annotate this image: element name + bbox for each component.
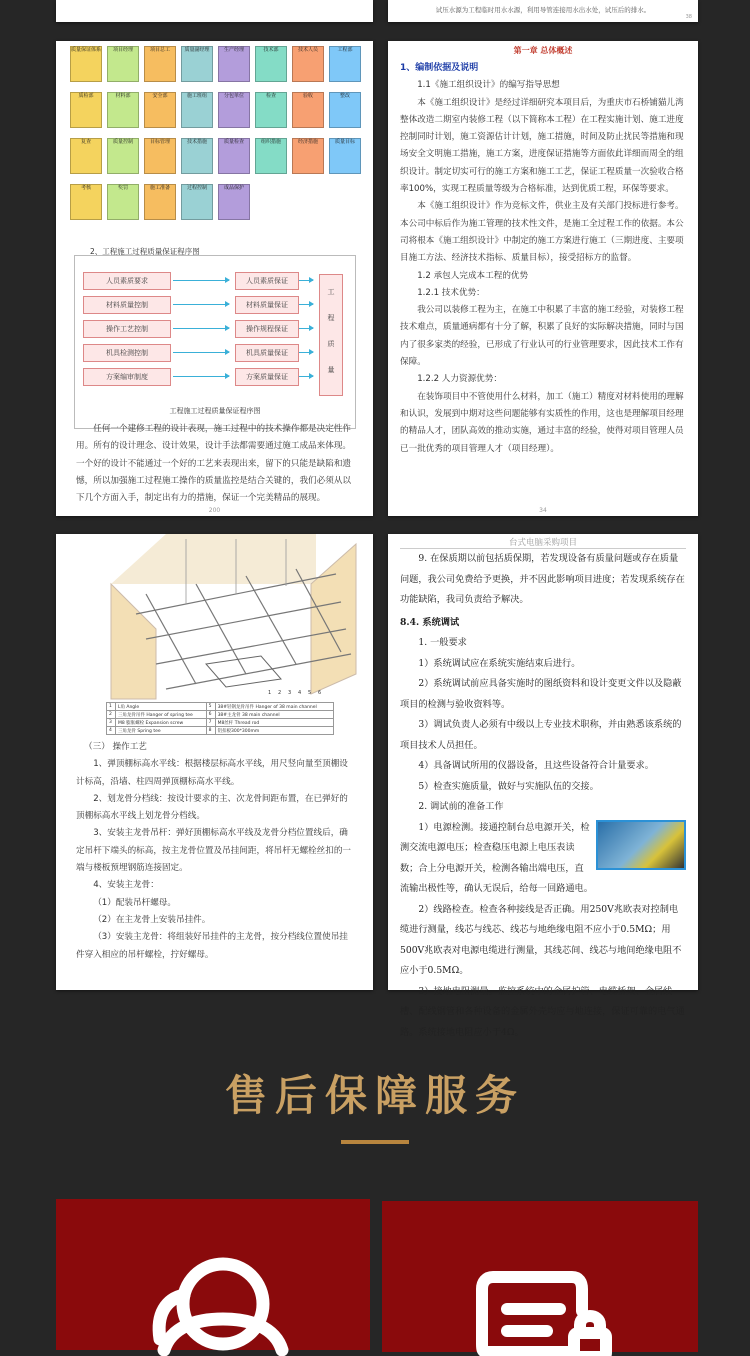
paragraph: 3）调试负责人必须有中级以上专业技术职称，并由熟悉该系统的项目技术人员担任。 xyxy=(400,719,682,751)
org-node: 检查 xyxy=(255,92,287,128)
photo xyxy=(596,820,686,870)
paragraph xyxy=(400,818,686,900)
svg-text:5: 5 xyxy=(308,690,312,696)
page-number: 38 xyxy=(685,14,692,20)
legend-cell: L角 Angle xyxy=(115,703,206,711)
service-card-left[interactable] xyxy=(56,1199,370,1350)
paragraph: 1.2 承包人完成本工程的优势 xyxy=(417,270,529,281)
org-node: 安全部 xyxy=(144,92,176,128)
paragraph: 1、弹顶棚标高水平线：根据楼层标高水平线，用尺竖向量至顶棚设计标高，沿墙、柱四周弹顶棚标高水平线。 xyxy=(76,759,348,787)
paragraph: 1. 一般要求 xyxy=(418,637,467,648)
page-header: 台式电脑采购项目 xyxy=(400,534,686,549)
flow-cause: 操作工艺控制 xyxy=(83,320,171,338)
doc-page-overview xyxy=(388,41,698,516)
paragraph: 2）系统调试前应具备实施时的图纸资料和设计变更文件以及隐蔽项目的检测与验收资料等。 xyxy=(400,678,682,710)
legend-cell: 7 xyxy=(206,719,215,727)
legend-cell: 38#轻钢龙骨吊件 Hanger of 38 main channel xyxy=(215,703,333,711)
paragraph: （1）配装吊杆螺母。 xyxy=(93,897,176,908)
paragraph: （3）安装主龙骨：将组装好吊挂件的主龙骨，按分档线位置使吊挂件穿入相应的吊杆螺栓，拧好螺母。 xyxy=(76,932,348,960)
paragraph: 我公司以装修工程为主，在施工中积累了丰富的施工经验，对装修工程技术难点，质量通病都有十分了解，积累了良好的实际解决措施，同时与国内了很多家类的经验，已形成了行业认可的行业管理要求，因此技术工作有保障。 xyxy=(400,305,684,368)
org-node: 施工班组 xyxy=(181,92,213,128)
legend-cell: M8 膨胀螺栓 Expansion screw xyxy=(115,719,206,727)
flow-arrow xyxy=(299,352,313,353)
flow-arrow xyxy=(299,376,313,377)
flow-cause: 方案编审制度 xyxy=(83,368,171,386)
flow-arrow xyxy=(173,376,229,377)
org-node: 过程控制 xyxy=(181,184,213,220)
legend-table xyxy=(106,702,334,735)
flow-result: 工 程 质 量 xyxy=(319,274,343,396)
paragraph: 2）线路检查。检查各种接线是否正确。用250V兆欧表对控制电缆进行测量，线芯与线芯、线芯与地绝缘电阻不应小于0.5MΩ；用500V兆欧表对电源电缆进行测量，其线芯间、线芯与地间绝缘电阻不应小于0.5MΩ。 xyxy=(400,903,682,976)
legend-cell: 1 xyxy=(107,703,116,711)
paragraph: 1.1《施工组织设计》的编写指导思想 xyxy=(417,80,560,91)
body-text xyxy=(388,60,698,458)
legend-cell: 8 xyxy=(206,727,215,735)
org-node: 项目经理 xyxy=(107,46,139,82)
legend-cell: 4 xyxy=(107,727,116,735)
section-heading: 1、编制依据及说明 xyxy=(400,63,479,73)
org-node: 生产经理 xyxy=(218,46,250,82)
org-node: 组织措施 xyxy=(255,138,287,174)
org-node: 质量保证体系 xyxy=(70,46,102,82)
page-number: 34 xyxy=(539,507,547,514)
org-node: 技术措施 xyxy=(181,138,213,174)
document-lock-icon xyxy=(382,1201,698,1352)
chapter-title: 第一章 总体概述 xyxy=(513,46,573,55)
flow-arrow xyxy=(299,328,313,329)
paragraph: 2、划龙骨分档线：按设计要求的主、次龙骨间距布置，在已弹好的顶棚标高水平线上划龙骨分档线。 xyxy=(76,793,348,822)
org-node: 质检部 xyxy=(70,92,102,128)
flow-guarantee: 机具质量保证 xyxy=(235,344,299,362)
org-node: 项目总工 xyxy=(144,46,176,82)
page-text: 试压水源为工程临时用水水源，利用导管连接用水出水处，试压后的排水。 xyxy=(435,6,651,14)
section-heading: 8.4. 系统调试 xyxy=(400,616,460,628)
legend-cell: 3 xyxy=(107,719,116,727)
flow-arrow xyxy=(173,304,229,305)
doc-page-ceiling xyxy=(56,534,373,990)
legend-cell: 2 xyxy=(107,711,116,719)
body-text xyxy=(64,739,365,964)
paragraph: 3、安装主龙骨吊杆：弹好顶棚标高水平线及龙骨分档位置线后，确定吊杆下端头的标高，按主龙骨位置及吊挂间距，将吊杆无螺栓丝扣的一端与楼板预埋钢筋连接固定。 xyxy=(76,828,352,874)
paragraph: 9. 在保质期以前包括质保期，若发现设备有质量问题或存在质量问题，我公司免费给予更换，并不因此影响项目进度；若发现系统存在功能缺陷，我司负责给予解决。 xyxy=(400,553,685,605)
org-node: 经济措施 xyxy=(292,138,324,174)
paragraph: 1.2.1 技术优势： xyxy=(417,287,485,298)
legend-row xyxy=(107,727,334,735)
section-title: 售后保障服务 xyxy=(224,1071,525,1120)
paragraph: 4、安装主龙骨： xyxy=(93,880,159,891)
legend-row xyxy=(107,711,334,719)
org-node: 质量检查 xyxy=(218,138,250,174)
doc-page-quality-chart xyxy=(56,41,373,516)
flow-guarantee: 材料质量保证 xyxy=(235,296,299,314)
paragraph: 1）系统调试应在系统实施结束后进行。 xyxy=(418,657,581,669)
org-node: 验收 xyxy=(292,92,324,128)
page-number: 200 xyxy=(208,507,221,514)
org-node: 考核 xyxy=(70,184,102,220)
paragraph: 5）检查实施质量，做好与实施队伍的交接。 xyxy=(418,780,599,792)
ceiling-drawing xyxy=(56,534,373,699)
flow-cause: 人员素质要求 xyxy=(83,272,171,290)
org-node: 技术部 xyxy=(255,46,287,82)
paragraph: 4）具备调试所用的仪器设备，且这些设备符合计量要求。 xyxy=(418,760,654,771)
flow-arrow xyxy=(299,280,313,281)
flow-arrow xyxy=(173,352,229,353)
legend-cell: 铝扣板300*300mm xyxy=(215,727,333,735)
user-icon xyxy=(56,1199,370,1350)
org-node: 奖罚 xyxy=(107,184,139,220)
paragraph: 在装饰项目中不管使用什么材料，加工（施工）精度对材料使用的理解和认识，发展到中期对这些问题能够有实质性的作用，这也是理解项目经理的精品人才，团队高效的推动实施，通过丰富的经验，使得对项目管理人员已一批优秀的项目管理人才（项目经理）。 xyxy=(400,391,684,454)
svg-text:3: 3 xyxy=(288,690,292,696)
paragraph: 本《施工组织设计》是经过详细研究本项目后，为重庆市石桥铺猫儿湾整体改造二期室内装修工程（以下简称本工程）在工程实施计划、施工进度控制同时计划，施工资源估计计划，施工措施，时间及防止扰民等措施和现场安全文明施工措施，施工方案，进度保证措施等方面依此详细而周全的组织设计。制定切实可行的施工方案和施工工艺，保证工程质量一次验收合格率100%，实现工程质量等级为合格标准，达到优质工程，环保等要求。 xyxy=(400,97,684,195)
org-node: 技术人员 xyxy=(292,46,324,82)
doc-page-system-test xyxy=(388,534,698,1038)
paragraph: 本《施工组织设计》作为竞标文件，供业主及有关部门投标进行参考。本公司中标后作为施工管理的技术性文件，是施工全过程工作的依据。本公司将根本《施工组织设计》中制定的施工方案进行施工（三期进度、主要项目施工方法、经济技术指标、质量目标），接受招标方的监督。 xyxy=(400,201,684,264)
service-card-right[interactable] xyxy=(382,1201,698,1352)
org-node: 质量目标 xyxy=(329,138,361,174)
org-node: 分包单位 xyxy=(218,92,250,128)
flow-cause: 机具检测控制 xyxy=(83,344,171,362)
legend-cell: 38#主龙骨 38 main channel xyxy=(215,711,333,719)
body-text xyxy=(388,549,698,1043)
flow-arrow xyxy=(173,328,229,329)
legend-cell: 三角龙骨 Spring tee xyxy=(115,727,206,735)
paragraph: （2）在主龙骨上安装吊挂件。 xyxy=(93,914,211,925)
org-node: 施工准备 xyxy=(144,184,176,220)
paragraph: 任何一个建修工程的设计表现，施工过程中的技术操作都是决定性作用。所有的设计理念、设计效果，设计手法都需要通过施工成品来体现。一个好的设计不能通过一个好的工艺来表现出来，留下的只能是缺陷和遗憾，所以加强施工过程施工操作的质量监控是结合关键的，我们必须从以下几个方面入手，制定出有力的措施，保证一个完美精品的展现。 xyxy=(76,424,352,504)
org-node: 目标管理 xyxy=(144,138,176,174)
org-node: 成品保护 xyxy=(218,184,250,220)
flow-arrow xyxy=(299,304,313,305)
org-node: 质量副经理 xyxy=(181,46,213,82)
org-node: 质量控制 xyxy=(107,138,139,174)
legend-cell: 5 xyxy=(206,703,215,711)
doc-page-top-right xyxy=(388,0,698,22)
flow-arrow xyxy=(173,280,229,281)
body-text xyxy=(64,421,365,507)
title-underline xyxy=(341,1140,409,1144)
section-heading: （三） 操作工艺 xyxy=(84,742,147,752)
paragraph: 3）接地电阻测量。监控系统中的金属护管、电缆桥架、金属线槽、配线钢管和各种设备的金属外壳均应与地连接，保证可靠的电气通路。系统接地电阻应小于4Ω。 xyxy=(400,985,685,1038)
paragraph-text: 1）电源检测。接通控制台总电源开关，检测交流电源电压；检查稳压电源上电压表读数；合上分电源开关，检测各输出端电压，直流输出极性等，确认无误后，给每一回路通电。 xyxy=(400,821,593,894)
legend-cell: M8丝杆 Thread rod xyxy=(215,719,333,727)
flow-chart-caption: 2、工程施工过程质量保证程序图 xyxy=(90,247,200,256)
svg-text:4: 4 xyxy=(298,690,302,696)
flow-guarantee: 操作规程保证 xyxy=(235,320,299,338)
org-node: 整改 xyxy=(329,92,361,128)
paragraph: 2. 调试前的准备工作 xyxy=(418,801,504,812)
flow-chart xyxy=(74,255,356,429)
org-node: 工程部 xyxy=(329,46,361,82)
legend-row xyxy=(107,719,334,727)
doc-page-top-left xyxy=(56,0,373,22)
svg-text:1: 1 xyxy=(268,690,272,696)
org-node: 材料部 xyxy=(107,92,139,128)
flow-guarantee: 方案质量保证 xyxy=(235,368,299,386)
legend-cell: 6 xyxy=(206,711,215,719)
org-node: 复查 xyxy=(70,138,102,174)
flow-caption: 工程施工过程质量保证程序图 xyxy=(169,407,261,415)
paragraph: 1.2.2 人力资源优势： xyxy=(417,374,502,385)
svg-text:2: 2 xyxy=(278,690,282,696)
svg-text:6: 6 xyxy=(318,690,322,696)
flow-guarantee: 人员素质保证 xyxy=(235,272,299,290)
legend-row xyxy=(107,703,334,711)
legend-cell: 三角龙骨吊件 Hanger of spring tee xyxy=(115,711,206,719)
org-chart xyxy=(66,44,363,237)
flow-cause: 材料质量控制 xyxy=(83,296,171,314)
